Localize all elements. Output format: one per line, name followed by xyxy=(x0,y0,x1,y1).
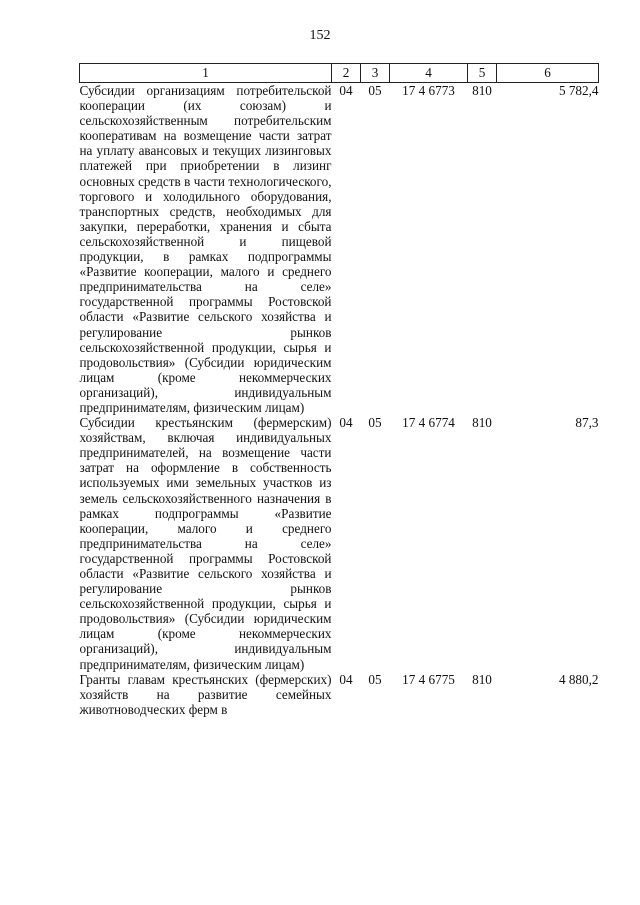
page-number: 152 xyxy=(309,28,331,43)
table-header-row xyxy=(80,64,599,83)
row-section-code: 04 xyxy=(339,415,353,431)
header-col-1: 1 xyxy=(80,64,332,83)
header-col-6: 6 xyxy=(497,64,599,83)
row-expense-type-code: 810 xyxy=(472,671,492,687)
row-amount: 87,3 xyxy=(575,415,599,431)
row-target-code: 17 4 6773 xyxy=(402,83,455,98)
table-row xyxy=(80,415,599,672)
row-subsection-code: 05 xyxy=(368,671,382,687)
row-description: Субсидии организациям потребительской кооперации (их союзам) и сельскохозяйственным потребительским кооперативам на возмещение части затрат на уплату авансовых и текущих лизинговых платежей при приобретении в лизинг основных средств в части технологического, торгового и холодильного оборудования, транспортных средств, необходимых для закупки, переработки, хранения и сбыта сельскохозяйственной и пищевой продукции, в рамках подпрограммы «Развитие кооперации, малого и среднего предпринимательства на селе» государственной программы Ростовской области «Развитие сельского хозяйства и регулирование рынков сельскохозяйственной продукции, сырья и продовольствия» (Субсидии юридическим лицам (кроме некоммерческих организаций), индивидуальным предпринимателям, физическим лицам) xyxy=(79,83,332,415)
table-row xyxy=(80,672,599,717)
row-section-code: 04 xyxy=(339,671,353,687)
row-target-code: 17 4 6774 xyxy=(402,415,455,431)
row-subsection-code: 05 xyxy=(368,415,382,431)
header-col-2: 2 xyxy=(332,64,361,83)
row-subsection-code: 05 xyxy=(368,83,382,98)
table-row xyxy=(80,83,599,416)
row-amount: 5 782,4 xyxy=(558,83,599,98)
row-expense-type-code: 810 xyxy=(472,415,492,431)
budget-table xyxy=(79,63,599,717)
header-col-5: 5 xyxy=(468,64,497,83)
row-description: Субсидии крестьянским (фермерским) хозяйствам, включая индивидуальных предпринимателей, на возмещение части затрат на оформление в собственность используемых ими земельных участков из земель сельскохозяйственного назначения в рамках подпрограммы «Развитие кооперации, малого и среднего предпринимательства на селе» государственной программы Ростовской области «Развитие сельского хозяйства и регулирование рынков сельскохозяйственной продукции, сырья и продовольствия» (Субсидии юридическим лицам (кроме некоммерческих организаций), индивидуальным предпринимателям, физическим лицам) xyxy=(79,415,332,672)
header-col-3: 3 xyxy=(361,64,390,83)
header-col-4: 4 xyxy=(390,64,468,83)
row-description: Гранты главам крестьянских (фермерских) хозяйств на развитие семейных животноводческих ферм в xyxy=(79,671,332,717)
row-section-code: 04 xyxy=(339,83,353,98)
row-expense-type-code: 810 xyxy=(472,83,492,98)
row-amount: 4 880,2 xyxy=(558,671,599,687)
row-target-code: 17 4 6775 xyxy=(402,671,455,687)
